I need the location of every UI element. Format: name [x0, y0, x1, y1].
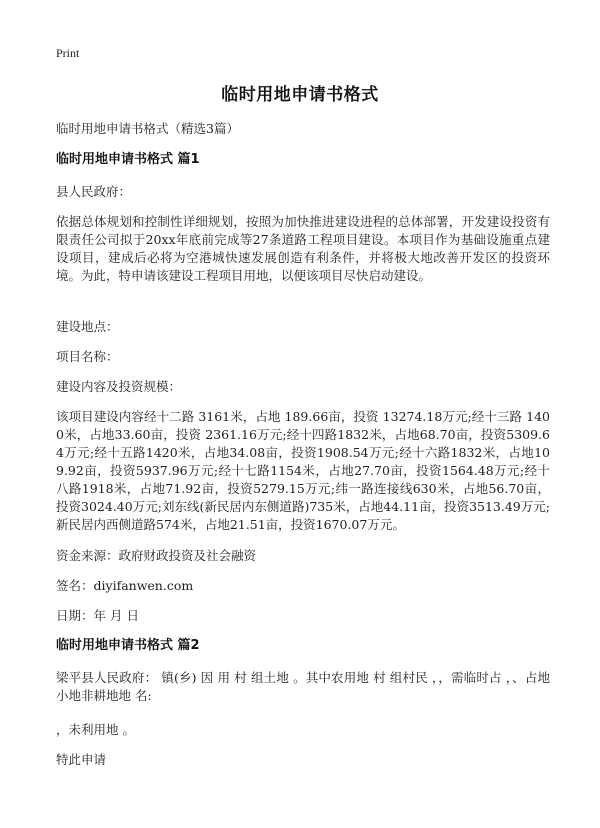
section1-body: 依据总体规划和控制性详细规划，按照为加快推进建设进程的总体部署，开发建设投资有限责任公司拟于20xx年底前完成等27条道路工程项目建设。本项目作为基础设施重点建设项目，建成后必将为空港城快速发展创造有利条件，并将极大地改善开发区的投资环境。为此，特申请该建设工程项目用地，以便该项目尽快启动建设。: [56, 214, 550, 283]
date-row: [56, 607, 550, 625]
section1-addressee: 县人民政府：: [56, 184, 132, 199]
print-link[interactable]: Print: [56, 46, 80, 60]
section2-closing: 特此申请: [56, 752, 107, 767]
date-value: 年 月 日: [93, 608, 139, 623]
date-label: 日期：: [56, 608, 94, 623]
intro-text: 临时用地申请书格式（精选3篇）: [56, 121, 239, 136]
funding-source: 资金来源：政府财政投资及社会融资: [56, 548, 257, 563]
signature-value: diyifanwen.com: [93, 578, 194, 593]
content-label: 建设内容及投资规模：: [56, 379, 182, 394]
signature-row: [56, 577, 550, 595]
section2-line2: ，未利用地 。: [56, 722, 135, 737]
content-body: 该项目建设内容经十二路 3161米，占地 189.66亩，投资 13274.18万元;经十三路 1400米，占地33.60亩，投资 2361.16万元;经十四路1832米，占地68.70亩，投资5309.64万元;经十五路1420米，占地34.08亩，投资1908.54万元;经十六路1832米，占地109.92亩，投资5937.96万元;经十七路1154米，占地27.70亩，投资1564.48万元;经十八路1918米，占地71.92亩，投资5279.15万元;纬一路连接线630米，占地56.70亩，投资3024.40万元;刘东线(新民居内东侧道路)735米，占地44.11亩，投资3513.49万元;新民居内西侧道路574米，占地21.51亩，投资1670.07万元。: [56, 409, 550, 532]
section2-heading: 临时用地申请书格式 篇2: [56, 638, 200, 653]
page-title: 临时用地申请书格式: [221, 85, 379, 105]
project-name-label: 项目名称：: [56, 349, 119, 364]
signature-label: 签名：: [56, 578, 94, 593]
section2-body: 梁平县人民政府： 镇(乡) 因 用 村 组土地 。其中农用地 村 组村民 ，，需临时占 ，、占地小地非耕地地 名:: [56, 670, 550, 703]
section1-heading: 临时用地申请书格式 篇1: [56, 152, 200, 167]
location-label: 建设地点：: [56, 319, 119, 334]
